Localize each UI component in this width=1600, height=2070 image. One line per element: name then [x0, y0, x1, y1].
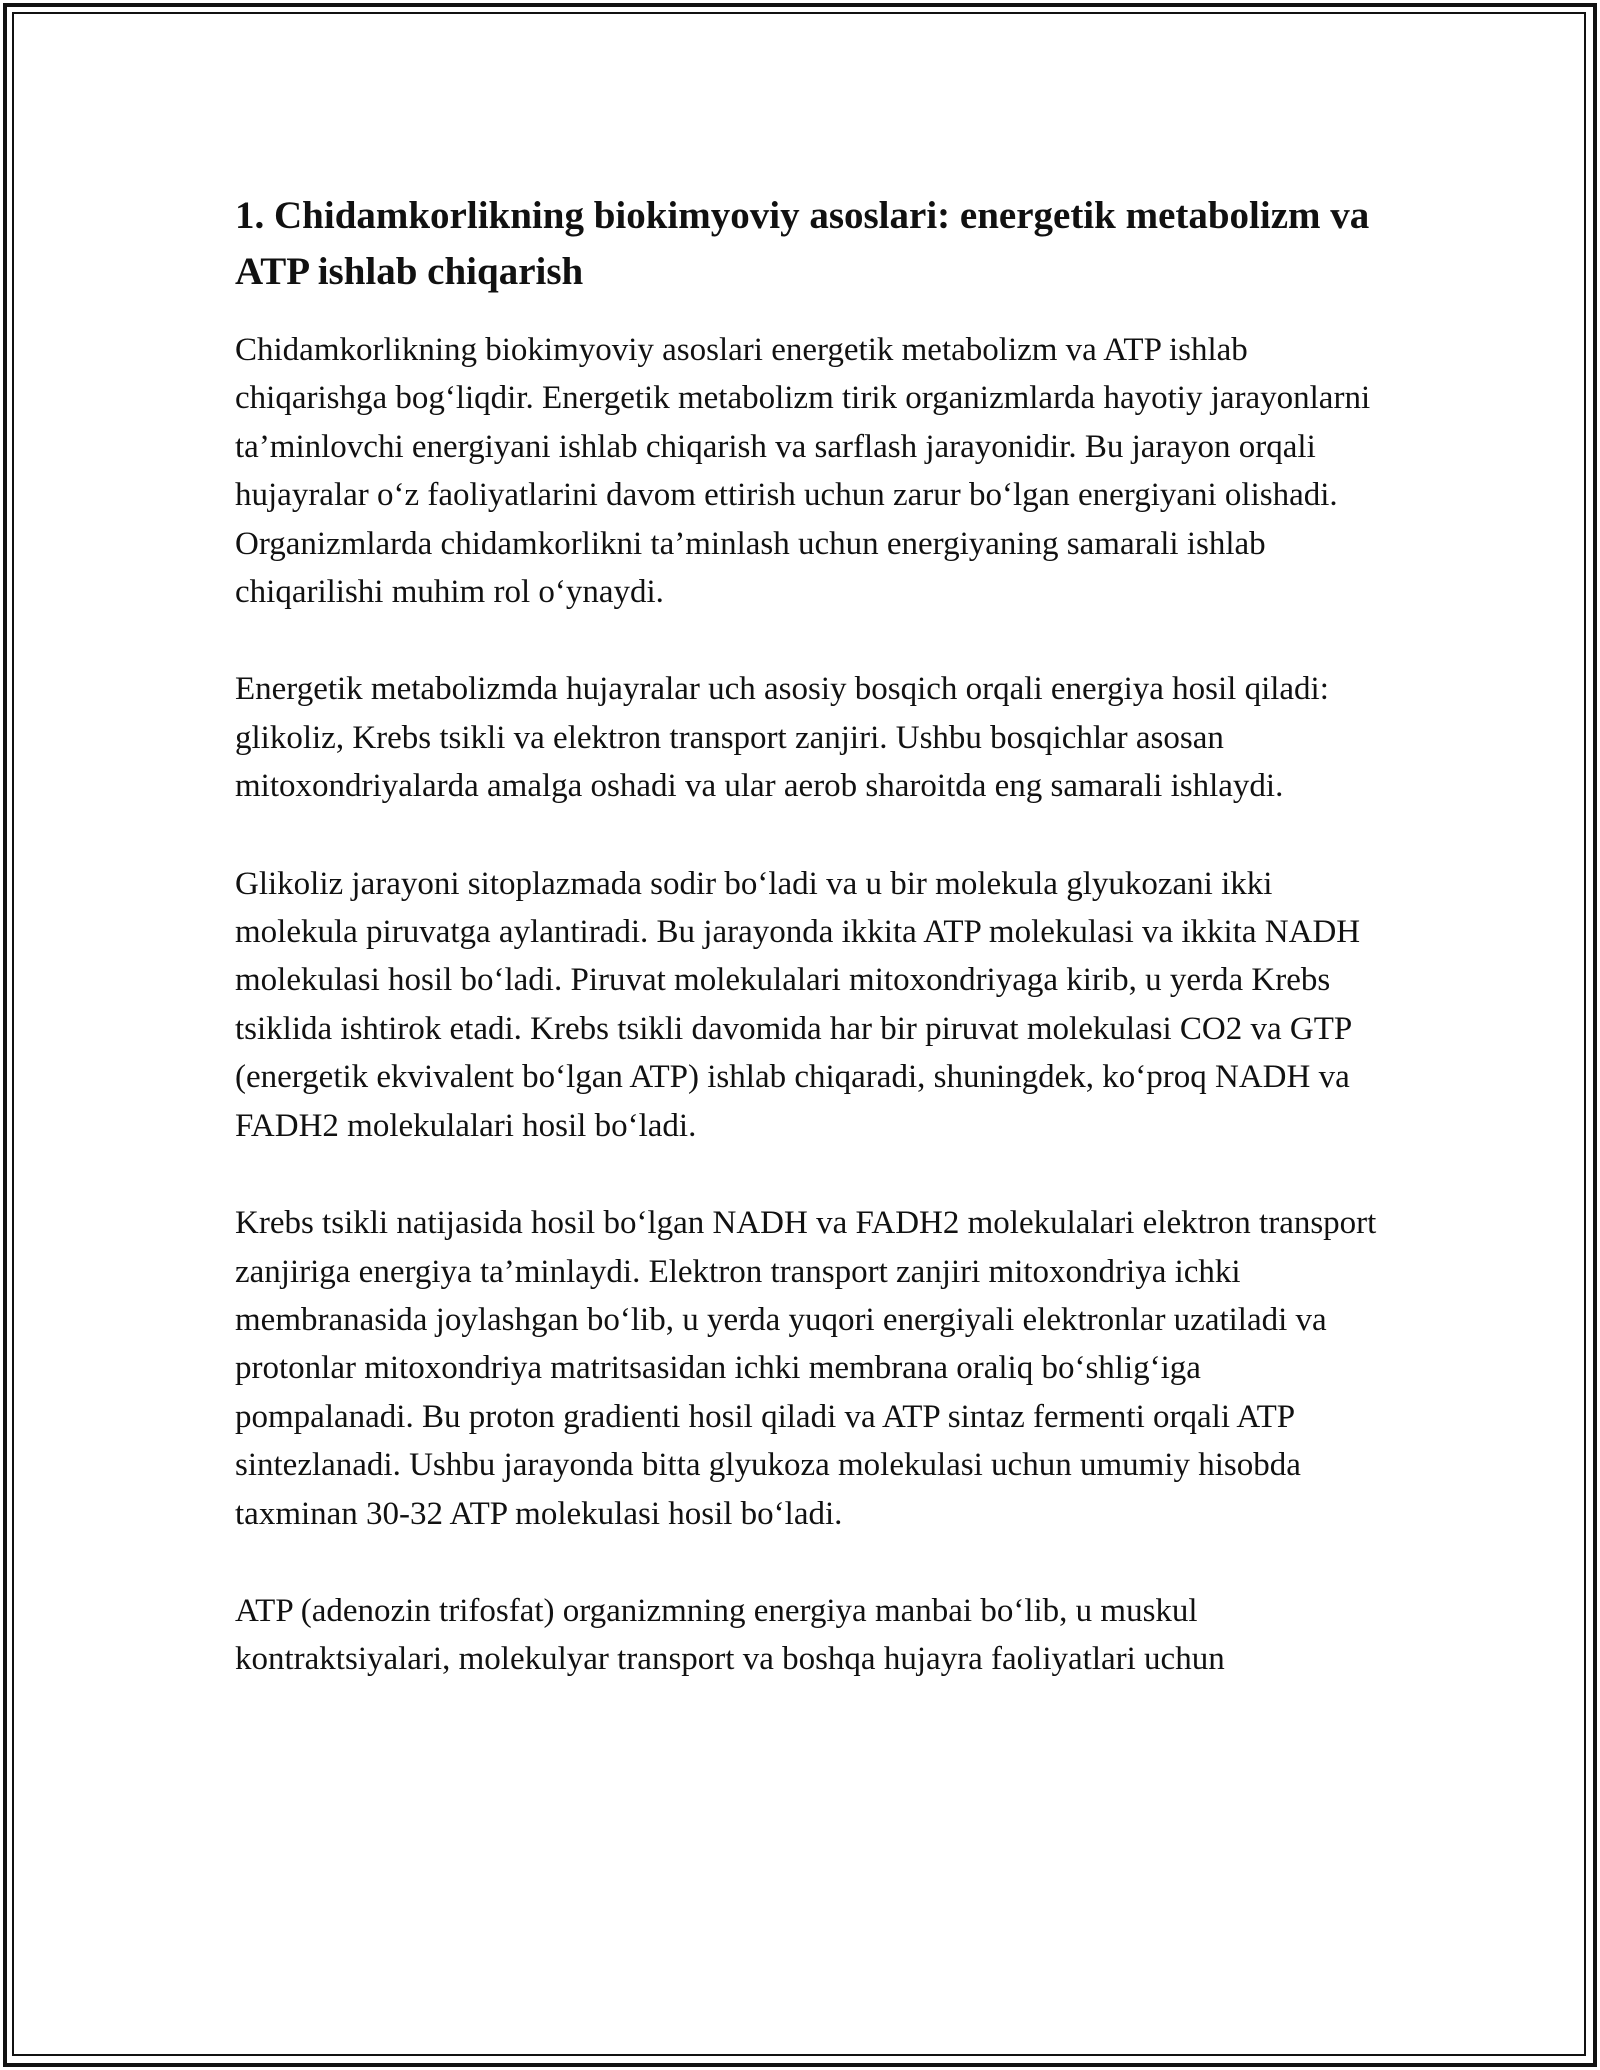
paragraph-3: Glikoliz jarayoni sitoplazmada sodir bo‘ladi va u bir molekula glyukozani ikki molekula piruvatga aylantiradi. Bu jarayonda ikkita ATP molekulasi va ikkita NADH molekulasi hosil bo‘ladi. Piruvat molekulalari mitoxondriyaga kirib, u yerda Krebs tsiklida ishtirok etadi. Krebs tsikli davomida har bir piruvat molekulasi CO2 va GTP (energetik ekvivalent bo‘lgan ATP) ishlab chiqaradi, shuningdek, ko‘proq NADH va FADH2 molekulalari hosil bo‘ladi.	[235, 865, 1361, 1144]
paragraph-5: ATP (adenozin trifosfat) organizmning energiya manbai bo‘lib, u muskul kontraktsiyalari, molekulyar transport va boshqa hujayra faoliyatlari uchun	[235, 1592, 1225, 1678]
paragraph-4: Krebs tsikli natijasida hosil bo‘lgan NADH va FADH2 molekulalari elektron transport zanjiriga energiya ta’minlaydi. Elektron transport zanjiri mitoxondriya ichki membranasida joylashgan bo‘lib, u yerda yuqori energiyali elektronlar uzatiladi va protonlar mitoxondriya matritsasidan ichki membrana oraliq bo‘shlig‘iga pompalanadi. Bu proton gradienti hosil qiladi va ATP sintaz fermenti orqali ATP sintezlanadi. Ushbu jarayonda bitta glyukoza molekulasi uchun umumiy hisobda taxminan 30-32 ATP molekulasi hosil bo‘ladi.	[235, 1205, 1377, 1532]
paragraph-2: Energetik metabolizmda hujayralar uch asosiy bosqich orqali energiya hosil qiladi: glikoliz, Krebs tsikli va elektron transport zanjiri. Ushbu bosqichlar asosan mitoxondriyalarda amalga oshadi va ular aerob sharoitda eng samarali ishlaydi.	[235, 671, 1329, 805]
section-heading: 1. Chidamkorlikning biokimyoviy asoslari: energetik metabolizm va ATP ishlab chiqarish	[235, 194, 1370, 293]
document-body	[235, 188, 1385, 1733]
paragraph-1: Chidamkorlikning biokimyoviy asoslari energetik metabolizm va ATP ishlab chiqarishga bog‘liqdir. Energetik metabolizm tirik organizmlarda hayotiy jarayonlarni ta’minlovchi energiyani ishlab chiqarish va sarflash jarayonidir. Bu jarayon orqali hujayralar o‘z faoliyatlarini davom ettirish uchun zarur bo‘lgan energiyani olishadi. Organizmlarda chidamkorlikni ta’minlash uchun energiyaning samarali ishlab chiqarilishi muhim rol o‘ynaydi.	[235, 332, 1371, 611]
